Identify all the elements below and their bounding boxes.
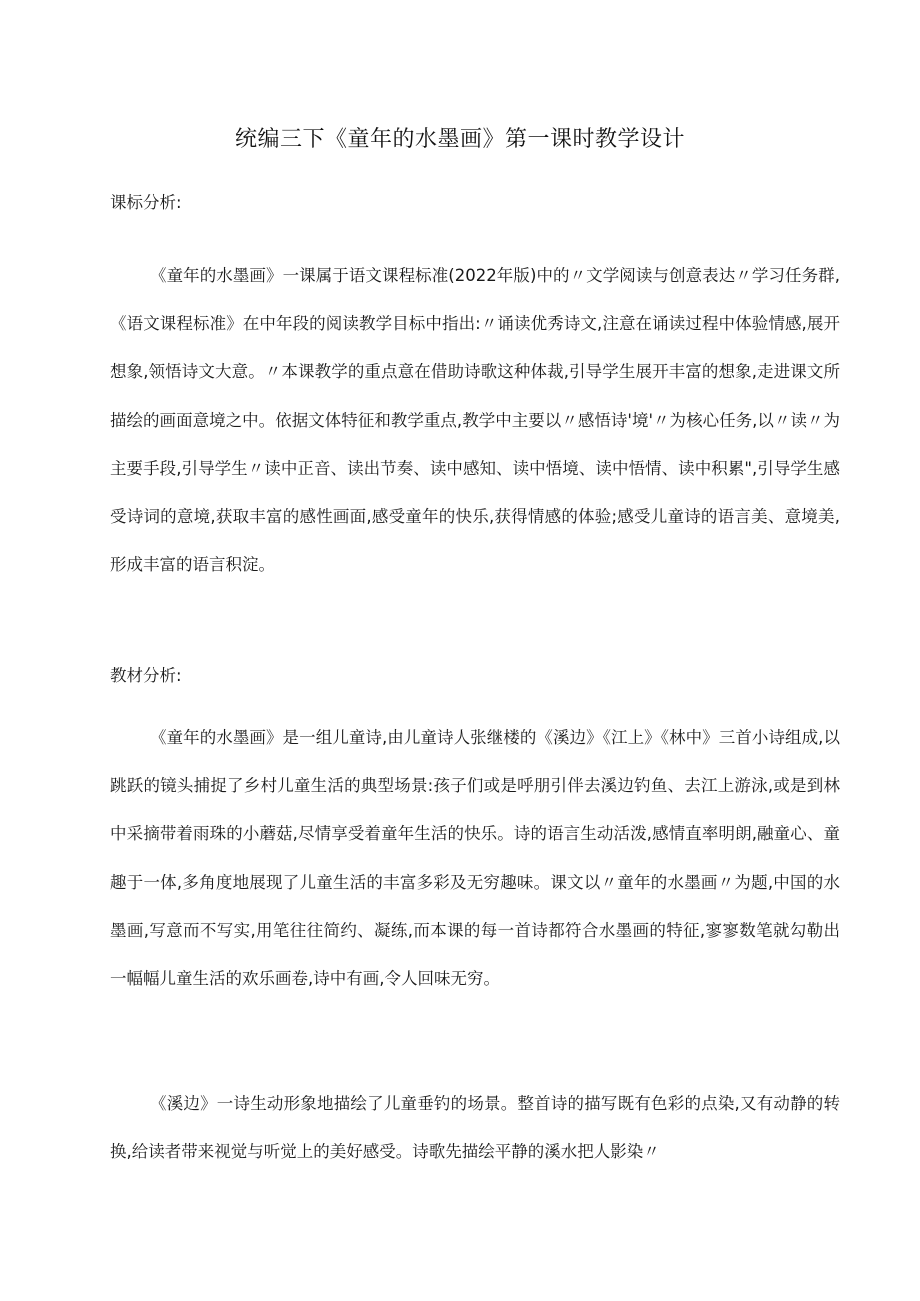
section-heading-textbook-analysis: 教材分析:: [110, 666, 182, 685]
paragraph-xibian-analysis: 《溪边》一诗生动形象地描绘了儿童垂钓的场景。整首诗的描写既有色彩的点染,又有动静的转换,给读者带来视觉与听觉上的美好感受。诗歌先描绘平静的溪水把人影染〃: [110, 1094, 840, 1162]
document-title: 统编三下《童年的水墨画》第一课时教学设计: [234, 127, 685, 152]
section-heading-curriculum-analysis: 课标分析:: [110, 193, 182, 212]
paragraph-textbook-analysis: 《童年的水墨画》是一组儿童诗,由儿童诗人张继楼的《溪边》《江上》《林中》三首小诗组成,以跳跃的镜头捕捉了乡村儿童生活的典型场景:孩子们或是呼朋引伴去溪边钓鱼、去江上游泳,或是到林中采摘带着雨珠的小蘑菇,尽情享受着童年生活的快乐。诗的语言生动活泼,感情直率明朗,融童心、童趣于一体,多角度地展现了儿童生活的丰富多彩及无穷趣味。课文以〃童年的水墨画〃为题,中国的水墨画,写意而不写实,用笔往往简约、凝练,而本课的每一首诗都符合水墨画的特征,寥寥数笔就勾勒出一幅幅儿童生活的欢乐画卷,诗中有画,令人回味无穷。: [110, 728, 840, 989]
paragraph-curriculum-analysis: 《童年的水墨画》一课属于语文课程标准(2022年版)中的〃文学阅读与创意表达〃学习任务群,《语文课程标准》在中年段的阅读教学目标中指出:〃诵读优秀诗文,注意在诵读过程中体验情感,展开想象,领悟诗文大意。〃本课教学的重点意在借助诗歌这种体裁,引导学生展开丰富的想象,走进课文所描绘的画面意境之中。依据文体特征和教学重点,教学中主要以〃感悟诗'境'〃为核心任务,以〃读〃为主要手段,引导学生〃读中正音、读出节奏、读中感知、读中悟境、读中悟情、读中积累",引导学生感受诗词的意境,获取丰富的感性画面,感受童年的快乐,获得情感的体验;感受儿童诗的语言美、意境美,形成丰富的语言积淀。: [110, 266, 840, 575]
